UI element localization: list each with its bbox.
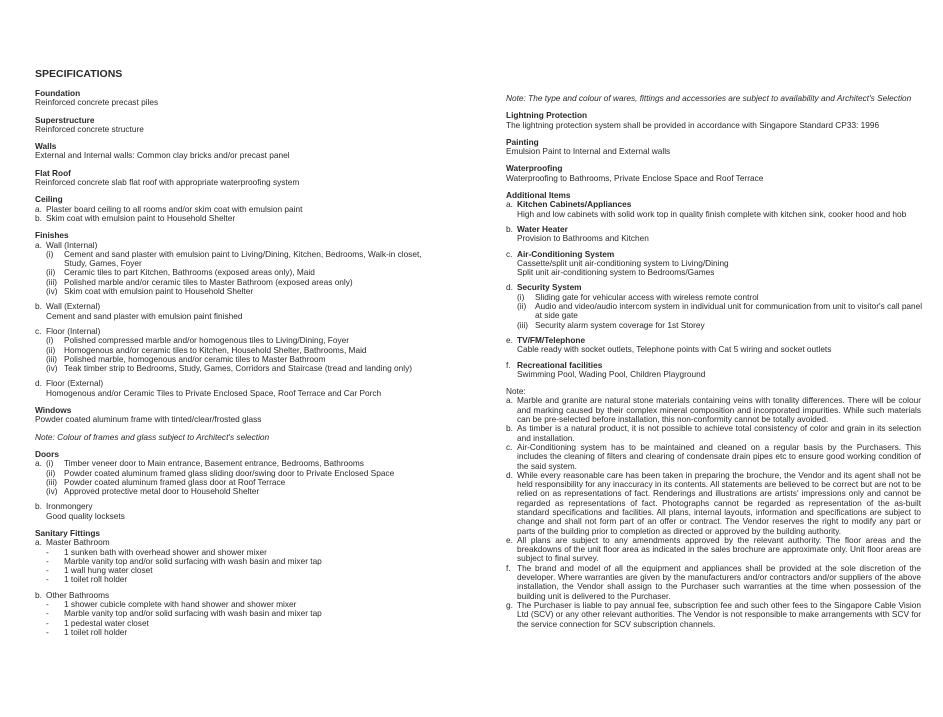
item-heading: Recreational facilities: [517, 359, 603, 370]
doors-section: [35, 450, 465, 521]
item-text: Skim coat with emulsion paint to Household Shelter: [46, 212, 236, 223]
item-label: (i): [46, 248, 54, 259]
item-heading: Water Heater: [517, 223, 568, 234]
item-text: Polished marble, homogenous and/or ceramic tiles to Master Bathroom: [64, 353, 326, 364]
note-label: f.: [506, 562, 511, 573]
item-label: b.: [35, 301, 42, 312]
note-text: All plans are subject to any amendments approved by the relevant authority. The floor areas and the breakdowns of the unit floor area as indicated in the sales brochure are approximate only. Unit floor areas are subject to final survey.: [517, 534, 921, 564]
waterproofing-text: Waterproofing to Bathrooms, Private Enclose Space and Roof Terrace: [506, 172, 764, 183]
finishes-heading: Finishes: [35, 230, 69, 241]
item-heading: TV/FM/Telephone: [517, 334, 586, 345]
item-text: Security alarm system coverage for 1st Storey: [535, 319, 705, 330]
foundation-text: Reinforced concrete precast piles: [35, 97, 159, 108]
item-label: d.: [506, 282, 513, 293]
item-text: Floor (Internal): [46, 325, 101, 336]
list-item: [35, 364, 465, 373]
note-text: Air-Conditioning system has to be maintained and cleaned on a regular basis by the Purchasers. This includes the cleaning of filters and clearing of condensate drain pipes etc to ensure good working condition of the said system.: [517, 441, 921, 471]
item-label: b.: [35, 501, 42, 512]
item-text: Study, Games, Foyer: [64, 258, 142, 269]
item-label: b.: [35, 212, 42, 223]
item-label: (iv): [46, 286, 58, 297]
item-detail: Homogenous and/or Ceramic Tiles to Private Enclosed Space, Roof Terrace and Car Porch: [46, 387, 382, 398]
item-heading: Air-Conditioning System: [517, 248, 615, 259]
list-item: [35, 575, 465, 584]
doors-heading: Doors: [35, 448, 59, 459]
dash-label: -: [46, 555, 49, 566]
item-text: Other Bathrooms: [46, 589, 110, 600]
item-label: b.: [506, 223, 513, 234]
item-text: Homogenous and/or ceramic tiles to Kitchen, Household Shelter, Bathrooms, Maid: [64, 344, 367, 355]
item-text: Teak timber strip to Bedrooms, Study, Games, Corridors and Staircase (tread and landing only): [64, 363, 413, 374]
item-detail: Good quality locksets: [46, 510, 125, 521]
dash-label: -: [46, 617, 49, 628]
painting-heading: Painting: [506, 136, 539, 147]
walls-section: [35, 142, 465, 161]
superstructure-section: [35, 116, 465, 135]
item-text: Approved protective metal door to Household Shelter: [64, 486, 260, 497]
flat-roof-section: [35, 169, 465, 188]
additional-items-heading: Additional Items: [506, 190, 571, 201]
item-text-block: [535, 302, 922, 321]
item-text: 1 pedestal water closet: [64, 617, 149, 628]
ceiling-section: [35, 195, 465, 223]
item-text: at side gate: [535, 310, 578, 321]
note-item: [506, 536, 921, 564]
dash-label: -: [46, 574, 49, 585]
item-label: c.: [506, 248, 513, 259]
note-text: The Purchaser is liable to pay annual fee, subscription fee and such other fees to the Singapore Cable Vision Ltd (SCV) or any other relevant authorities. The Vendor is not responsible to make arrangements with SCV for the service connection for SCV subscription channels.: [517, 599, 921, 629]
list-item: [35, 487, 465, 496]
item-label: a.: [35, 458, 42, 469]
painting-section: [506, 138, 921, 157]
superstructure-text: Reinforced concrete structure: [35, 123, 144, 134]
wares-note: Note: The type and colour of wares, fittings and accessories are subject to availability and Architect's Selection: [506, 93, 912, 103]
item-label: (iii): [46, 476, 58, 487]
item-text: Skim coat with emulsion paint to Household Shelter: [64, 286, 254, 297]
note-label: b.: [506, 423, 513, 434]
walls-text: External and Internal walls: Common clay bricks and/or precast panel: [35, 150, 290, 161]
item-text: Polished marble and/or ceramic tiles to Master Bathroom (exposed areas only): [64, 276, 353, 287]
item-label: (ii): [517, 301, 527, 312]
item-label: (iii): [46, 353, 58, 364]
item-label: (i): [46, 335, 54, 346]
item-detail: High and low cabinets with solid work top in quality finish complete with kitchen sink, cooker hood and hob: [517, 208, 907, 219]
painting-text: Emulsion Paint to Internal and External walls: [506, 146, 671, 157]
item-text: Marble vanity top and/or solid surfacing with wash basin and mixer tap: [64, 555, 322, 566]
item-detail: Provision to Bathrooms and Kitchen: [517, 233, 649, 244]
item-detail: Cassette/split unit air-conditioning system to Living/Dining: [517, 257, 729, 268]
windows-section: [35, 406, 465, 425]
note-text: Marble and granite are natural stone materials containing veins with tonality differences. There will be colour and marking caused by their complex mineral composition and incorporated impurities. While such materials can be pre-selected before installation, this non-conformity cannot be totally avoided.: [517, 395, 921, 425]
note-label: c.: [506, 441, 513, 452]
note-text: While every reasonable care has been taken in preparing the brochure, the Vendor and its agent shall not be held responsibility for any inaccuracy in its contents. All statements are believed to be correct but are not to be relied on as representations of fact. Renderings and illustrations are artists' impressions only and cannot be regarded as representations of fact. Photographs cannot be regarded as representation of the as-built standard specifications and facilities. All plans, internal layouts, information and specifications are subject to change and shall not form part of an offer or contract. The Vendor reserves the right to modify any part or parts of the building prior to completion as directed or approved by the building authority.: [517, 469, 921, 536]
item-detail: Split unit air-conditioning system to Bedrooms/Games: [517, 267, 715, 278]
item-text: Polished compressed marble and/or homogenous tiles to Living/Dining, Foyer: [64, 335, 350, 346]
item-label: (iii): [517, 319, 529, 330]
finishes-section: [35, 231, 465, 398]
notes-section: [506, 387, 921, 629]
item-text: 1 wall hung water closet: [64, 565, 153, 576]
item-label: a.: [506, 199, 513, 210]
foundation-section: [35, 89, 465, 108]
item-text: Ironmongery: [46, 501, 93, 512]
waterproofing-section: [506, 164, 921, 183]
note-label: e.: [506, 534, 513, 545]
lightning-heading: Lightning Protection: [506, 110, 588, 121]
item-label: (i): [517, 291, 525, 302]
item-label: (i): [46, 458, 54, 469]
list-item: [35, 287, 465, 296]
item-text: 1 toilet roll holder: [64, 626, 128, 637]
item-label: a.: [35, 537, 42, 548]
item-detail: Cement and sand plaster with emulsion paint finished: [46, 310, 243, 321]
item-label: b.: [35, 589, 42, 600]
item-label: e.: [506, 334, 513, 345]
flat-roof-heading: Flat Roof: [35, 167, 71, 178]
note-item: [506, 601, 921, 629]
item-heading: Security System: [517, 282, 582, 293]
dash-label: -: [46, 608, 49, 619]
item-text: Sliding gate for vehicular access with wireless remote control: [535, 291, 759, 302]
item-label: (ii): [46, 267, 56, 278]
windows-note: Note: Colour of frames and glass subject to Architect's selection: [35, 431, 270, 442]
note-text: The brand and model of all the equipment and appliances shall be provided at the sole discretion of the developer. Where warranties are given by the manufacturers and/or contractors and/or suppliers of the above installation, the Vendor shall assign to the Purchaser such warranties at the time when possession of the building unit is delivered to the Purchaser.: [517, 562, 921, 601]
flat-roof-text: Reinforced concrete slab flat roof with appropriate waterproofing system: [35, 177, 300, 188]
item-label: a.: [35, 239, 42, 250]
dash-label: -: [46, 599, 49, 610]
note-item: [506, 396, 921, 424]
note-item: [506, 471, 921, 536]
item-text-block: [64, 250, 465, 269]
item-label: (iv): [46, 363, 58, 374]
note-item: [506, 443, 921, 471]
dash-label: -: [46, 546, 49, 557]
sanitary-heading: Sanitary Fittings: [35, 527, 101, 538]
windows-text: Powder coated aluminum frame with tinted/clear/frosted glass: [35, 414, 262, 425]
item-detail: Cable ready with socket outlets, Telephone points with Cat 5 wiring and socket outlets: [517, 344, 832, 355]
item-detail: Swimming Pool, Wading Pool, Children Playground: [517, 368, 706, 379]
item-text: 1 sunken bath with overhead shower and shower mixer: [64, 546, 267, 557]
list-item: [506, 321, 921, 330]
item-text: Floor (External): [46, 378, 104, 389]
item-label: c.: [35, 325, 42, 336]
list-item: [35, 214, 465, 223]
item-heading: Kitchen Cabinets/Appliances: [517, 199, 632, 210]
item-text: Timber veneer door to Main entrance, Basement entrance, Bedrooms, Bathrooms: [64, 458, 364, 469]
item-text: 1 shower cubicle complete with hand shower and shower mixer: [64, 599, 297, 610]
notes-heading: Note:: [506, 386, 526, 397]
list-item: [35, 250, 465, 269]
dash-label: -: [46, 626, 49, 637]
item-label: (iv): [46, 486, 58, 497]
right-column: [506, 94, 921, 629]
item-text: Master Bathroom: [46, 537, 110, 548]
lightning-text: The lightning protection system shall be provided in accordance with Singapore Standard CP33: 1996: [506, 119, 880, 130]
item-label: f.: [506, 359, 511, 370]
foundation-heading: Foundation: [35, 88, 81, 98]
item-label: (iii): [46, 276, 58, 287]
left-column: [35, 68, 465, 645]
additional-items-section: [506, 191, 921, 379]
item-label: (ii): [46, 344, 56, 355]
ceiling-heading: Ceiling: [35, 194, 63, 205]
lightning-section: [506, 111, 921, 130]
item-text: 1 toilet roll holder: [64, 574, 128, 585]
walls-heading: Walls: [35, 141, 57, 152]
item-text: Cement and sand plaster with emulsion paint to Living/Dining, Kitchen, Bedrooms, Walk-in closet,: [64, 248, 422, 259]
list-item: [506, 302, 921, 321]
item-text: Powder coated aluminum framed glass sliding door/swing door to Private Enclosed Space: [64, 467, 395, 478]
note-label: d.: [506, 469, 513, 480]
note-label: a.: [506, 395, 513, 406]
item-label: d.: [35, 378, 42, 389]
note-item: [506, 424, 921, 443]
windows-heading: Windows: [35, 405, 72, 416]
note-item: [506, 564, 921, 601]
item-text: Plaster board ceiling to all rooms and/or skim coat with emulsion paint: [46, 203, 303, 214]
page-title: SPECIFICATIONS: [35, 68, 123, 80]
superstructure-heading: Superstructure: [35, 114, 95, 125]
item-label: a.: [35, 203, 42, 214]
note-text: As timber is a natural product, it is not possible to achieve total consistency of color and grain in its selection and installation.: [517, 423, 921, 443]
item-text: Marble vanity top and/or solid surfacing with wash basin and mixer tap: [64, 608, 322, 619]
item-text: Powder coated aluminum framed glass door at Roof Terrace: [64, 476, 286, 487]
sanitary-section: [35, 529, 465, 637]
dash-label: -: [46, 565, 49, 576]
waterproofing-heading: Waterproofing: [506, 163, 563, 174]
item-text: Wall (Internal): [46, 239, 98, 250]
item-label: (ii): [46, 467, 56, 478]
item-text: Audio and video/audio intercom system in individual unit for communication from unit to visitor's call panel: [535, 301, 923, 312]
item-text: Wall (External): [46, 301, 101, 312]
note-label: g.: [506, 599, 513, 610]
list-item: [35, 628, 465, 637]
item-text: Ceramic tiles to part Kitchen, Bathrooms (exposed areas only), Maid: [64, 267, 315, 278]
